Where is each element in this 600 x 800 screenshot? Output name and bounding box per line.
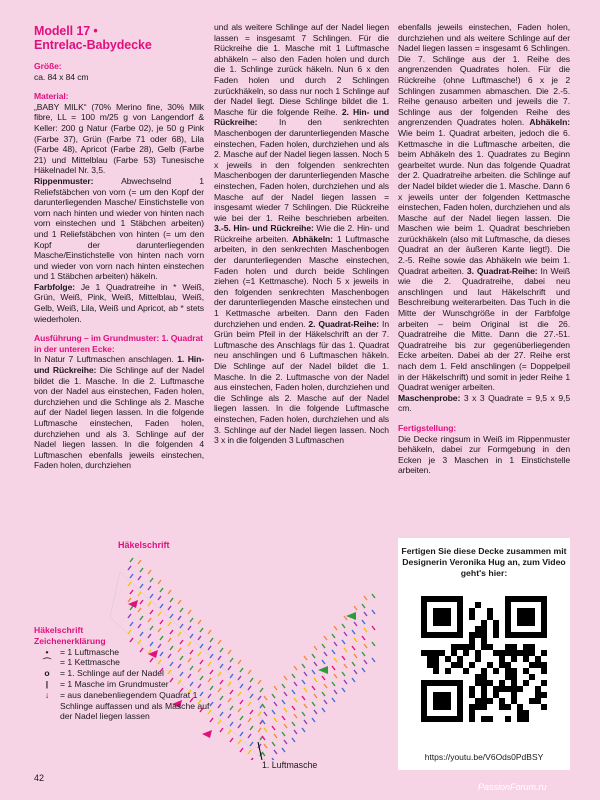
qr-url[interactable]: https://youtu.be/V6Ods0PdBSY — [424, 752, 544, 762]
chart-stitch-mark — [238, 724, 241, 728]
chart-stitch-mark — [302, 680, 305, 684]
chart-stitch-mark — [282, 748, 285, 752]
column-2 — [214, 22, 389, 446]
chart-stitch-mark — [342, 656, 345, 660]
chart-stitch-mark — [148, 586, 151, 590]
chart-stitch-mark — [274, 686, 277, 690]
chart-stitch-mark — [220, 648, 223, 652]
chart-stitch-mark — [250, 758, 253, 760]
chart-stitch-mark — [364, 612, 367, 616]
chart-stitch-mark — [274, 702, 277, 706]
chart-stitch-mark — [228, 666, 231, 670]
chart-stitch-mark — [302, 712, 305, 716]
chart-stitch-mark — [170, 614, 173, 618]
chart-stitch-mark — [218, 704, 221, 708]
chart-stitch-mark — [130, 558, 133, 562]
chart-stitch-mark — [228, 698, 231, 702]
chart-stitch-mark — [250, 678, 253, 682]
chart-stitch-mark — [312, 718, 315, 722]
chart-stitch-mark — [354, 654, 357, 658]
chart-stitch-mark — [292, 674, 295, 678]
chart-stitch-mark — [294, 730, 297, 734]
chart-stitch-mark — [230, 706, 233, 710]
chart-stitch-mark — [352, 646, 355, 650]
chart-stitch-mark — [342, 640, 345, 644]
chart-stitch-mark — [160, 604, 163, 608]
chart-stitch-mark — [314, 678, 317, 682]
chart-stitch-mark — [292, 690, 295, 694]
chart-stitch-mark — [282, 716, 285, 720]
chart-stitch-mark — [128, 614, 131, 618]
chart-stitch-mark — [302, 664, 305, 668]
chart-stitch-mark — [272, 694, 275, 698]
legend-item: o = 1. Schlinge auf der Nadel — [44, 668, 164, 679]
chart-stitch-mark — [332, 682, 335, 686]
chart-stitch-mark — [248, 686, 251, 690]
chart-legend — [34, 625, 214, 722]
chart-stitch-mark — [248, 734, 251, 738]
chart-stitch-mark — [230, 690, 233, 694]
chart-stitch-mark — [292, 738, 295, 742]
chart-stitch-mark — [312, 670, 315, 674]
chart-stitch-mark — [178, 600, 181, 604]
column-3 — [398, 22, 570, 476]
chart-stitch-mark — [302, 728, 305, 732]
chart-stitch-mark — [258, 712, 261, 716]
chart-stitch-mark — [322, 692, 325, 696]
size-heading: Größe: — [34, 61, 62, 71]
chart-stitch-mark — [354, 622, 357, 626]
chart-stitch-mark — [272, 726, 275, 730]
chart-stitch-mark — [304, 656, 307, 660]
chart-stitch-mark — [130, 590, 133, 594]
chart-stitch-mark — [324, 652, 327, 656]
chart-stitch-mark — [364, 628, 367, 632]
chart-stitch-mark — [128, 582, 131, 586]
chart-stitch-mark — [304, 688, 307, 692]
chart-stitch-mark — [250, 726, 253, 730]
chart-stitch-mark — [138, 592, 141, 596]
finish-heading: Fertigstellung: — [398, 422, 457, 433]
chart-stitch-mark — [140, 600, 143, 604]
chart-stitch-mark — [262, 752, 265, 756]
legend-item: ⌒ = 1 Kettmasche — [42, 657, 120, 668]
start-label: 1. Luftmasche — [262, 760, 318, 770]
chart-stitch-mark — [282, 700, 285, 704]
chart-stitch-mark — [228, 650, 231, 654]
chart-stitch-mark — [372, 626, 375, 630]
chart-stitch-mark — [324, 684, 327, 688]
chart-stitch-mark — [248, 670, 251, 674]
finish-text: Die Decke ringsum in Weiß im Rippenmuster behäkeln, dabei zur Formgebung in den Ecken je 3 Maschen in 1 Einstichstelle arbeiten. — [398, 433, 570, 476]
chart-stitch-mark — [248, 702, 251, 706]
chart-stitch-mark — [294, 714, 297, 718]
chart-stitch-mark — [138, 608, 141, 612]
chart-stitch-mark — [302, 696, 305, 700]
chart-stitch-mark — [304, 720, 307, 724]
chart-stitch-mark — [324, 636, 327, 640]
chart-stitch-mark — [304, 672, 307, 676]
chart-stitch-mark — [274, 718, 277, 722]
qr-text: Fertigen Sie diese Decke zusammen mit Designerin Veronika Hug an, zum Video geht's hier: — [401, 546, 567, 578]
chart-stitch-mark — [342, 624, 345, 628]
chart-stitch-mark — [322, 676, 325, 680]
chart-stitch-mark — [230, 722, 233, 726]
chart-stitch-mark — [220, 712, 223, 716]
execution-text: In Natur 7 Luftmaschen anschlagen. 1. Hin- und Rückreihe: Die Schlinge auf der Nadel bildet die 1. Masche. In die 2. Luftmasche von der Nadel aus einstechen, Faden holen, durchziehen und die Schlinge als 2. Masche auf der Nadel liegen lassen. In die folgende Luftmasche einstechen, Faden holen, durchziehen und als 3. Schlinge auf der Nadel liegen lassen. In die folgenden 4 Luftmaschen ebenfalls jeweils einstechen, Faden holen, durchziehen — [34, 354, 204, 471]
chart-stitch-mark — [284, 676, 287, 680]
chart-stitch-mark — [140, 568, 143, 572]
chart-stitch-mark — [322, 660, 325, 664]
chart-stitch-mark — [352, 630, 355, 634]
material-heading: Material: — [34, 91, 69, 102]
chart-stitch-mark — [190, 618, 193, 622]
chart-stitch-mark — [168, 606, 171, 610]
legend-heading: Häkelschrift — [34, 625, 84, 635]
chart-stitch-mark — [238, 676, 241, 680]
chart-stitch-mark — [294, 666, 297, 670]
chart-stitch-mark — [362, 604, 365, 608]
chart-stitch-mark — [284, 724, 287, 728]
chart-stitch-mark — [250, 694, 253, 698]
chart-stitch-mark — [342, 688, 345, 692]
chart-stitch-mark — [334, 674, 337, 678]
size-text: ca. 84 x 84 cm — [34, 71, 89, 82]
chart-stitch-mark — [334, 658, 337, 662]
chart-stitch-mark — [160, 620, 163, 624]
chart-stitch-mark — [150, 578, 153, 582]
chart-stitch-mark — [148, 570, 151, 574]
chart-stitch-mark — [264, 712, 267, 716]
chart-stitch-mark — [362, 668, 365, 672]
chart-stitch-mark — [274, 734, 277, 738]
chart-stitch-mark — [240, 716, 243, 720]
chart-stitch-mark — [334, 642, 337, 646]
chart-stitch-mark — [218, 656, 221, 660]
chart-stitch-mark — [218, 688, 221, 692]
chart-stitch-mark — [294, 698, 297, 702]
chart-stitch-mark — [220, 696, 223, 700]
chart-stitch-mark — [312, 702, 315, 706]
chart-stitch-mark — [238, 660, 241, 664]
chart-stitch-mark — [228, 682, 231, 686]
chart-stitch-mark — [282, 732, 285, 736]
chart-stitch-mark — [160, 588, 163, 592]
chart-stitch-mark — [188, 610, 191, 614]
model-title: Modell 17 • — [34, 24, 98, 38]
chart-stitch-mark — [332, 634, 335, 638]
column-1 — [34, 24, 204, 471]
execution-heading: Ausführung – im Grundmuster: 1. Quadrat in der unteren Ecke: — [34, 333, 203, 354]
chart-stitch-mark — [180, 608, 183, 612]
chart-stitch-mark — [344, 664, 347, 668]
chart-stitch-mark — [314, 710, 317, 714]
chart-stitch-mark — [218, 672, 221, 676]
chart-stitch-mark — [264, 728, 267, 732]
chart-stitch-mark — [364, 596, 367, 600]
chart-stitch-mark — [178, 616, 181, 620]
chart-stitch-mark — [344, 616, 347, 620]
chart-stitch-mark — [230, 738, 233, 742]
chart-stitch-mark — [258, 680, 261, 684]
chart-stitch-mark — [324, 700, 327, 704]
chart-stitch-mark — [170, 598, 173, 602]
legend-item: • = 1 Luftmasche — [45, 646, 119, 657]
chart-stitch-mark — [158, 612, 161, 616]
chart-stitch-mark — [128, 566, 131, 570]
chart-stitch-mark — [130, 574, 133, 578]
chart-stitch-mark — [258, 696, 261, 700]
chart-stitch-mark — [148, 618, 151, 622]
chart-stitch-mark — [332, 650, 335, 654]
chart-stitch-mark — [262, 736, 265, 740]
chart-stitch-mark — [272, 742, 275, 746]
chart-stitch-mark — [138, 576, 141, 580]
chart-stitch-mark — [292, 722, 295, 726]
chart-stitch-mark — [372, 594, 375, 598]
chart-stitch-mark — [158, 580, 161, 584]
chart-stitch-mark — [250, 742, 253, 746]
chart-stitch-mark — [354, 638, 357, 642]
chart-stitch-mark — [354, 606, 357, 610]
chart-stitch-mark — [264, 696, 267, 700]
chart-stitch-mark — [294, 682, 297, 686]
chart-stitch-mark — [150, 594, 153, 598]
chart-stitch-mark — [228, 714, 231, 718]
chart-stitch-mark — [332, 666, 335, 670]
chart-stitch-mark — [260, 688, 263, 692]
chart-stitch-mark — [148, 602, 151, 606]
chart-stitch-mark — [344, 680, 347, 684]
chart-stitch-mark — [344, 632, 347, 636]
chart-stitch-mark — [250, 710, 253, 714]
chart-stitch-mark — [220, 680, 223, 684]
chart-stitch-mark — [314, 662, 317, 666]
chart-stitch-mark — [238, 740, 241, 744]
column-3-text: ebenfalls jeweils einstechen, Faden holen, durchziehen und als weitere Schlinge auf der Nadel liegen lassen = insgesamt 6 Schlingen. Die 7. Schlinge aus der 1. Reihe des angrenzenden Quadrates holen. Für die Rückreihe (ohne Luftmasche!) 6 x je 2 Schlingen zusammen abmaschen. Die 2.-5. Reihe genauso arbeiten und jeweils die 7. Schlinge aus der folgenden Reihe des angrenzenden Quadrates holen. Abhäkeln: Wie beim 1. Quadrat arbeiten, jedoch die 6. Kettmasche in die Luftmasche arbeiten, die beim Abhäkeln des 1. Quadrates zu Beginn gearbeitet wurde. Nun das folgende Quadrat der 2. Quadratreihe arbeiten. die Schlinge auf der Nadel bildet wieder die 1. Masche. Dann 6 x jeweils unter der folgenden Kettmasche einstechen, Faden holen, durchziehen und als Masche auf der Nadel liegen lassen. Die Maschen wie beim 1. Quadrat beschrieben zurückhäkeln (also mit Luftmasche, da dieses Quadrat an der äußeren Kante liegt!). Die 2.-5. Reihe sowie das Abhäkeln wie beim 1. Quadrat arbeiten. 3. Quadrat-Reihe: In Weiß wie die 2. Quadratreihe, dabei neu anschlingen und laut Häkelschrift und Beschreibung weiterarbeiten. Das Tuch in die Mitte der Wunschgröße in der Farbfolge arbeiten – beim Original ist die 26. Quadratreihe die Mitte. Dann die 27.-51. Quadratreihe bis zur gegenüberliegenden Ecke arbeiten. Dabei ab der 27. Reihe erst nach dem 1. Feld anschlingen (= Doppelpeil in der Häkelschrift) und somit in jeder Reihe 1 Quadrat weniger arbeiten. — [398, 22, 570, 393]
legend-subheading: Zeichenerklärung — [34, 635, 106, 646]
chart-stitch-mark — [362, 620, 365, 624]
chart-stitch-mark — [344, 648, 347, 652]
chart-stitch-mark — [140, 616, 143, 620]
chart-stitch-mark — [240, 700, 243, 704]
chart-stitch-mark — [150, 610, 153, 614]
chart-stitch-mark — [128, 598, 131, 602]
chart-stitch-mark — [372, 658, 375, 662]
chart-stitch-mark — [364, 660, 367, 664]
color-sequence: Farbfolge: Je 1 Quadratreihe in * Weiß, Grün, Weiß, Pink, Weiß, Mittelblau, Weiß, Gelb, Weiß, Lila, Weiß und Apricot, ab * stets wiederholen. — [34, 281, 204, 324]
chart-stitch-mark — [240, 748, 243, 752]
chart-stitch-mark — [220, 728, 223, 732]
rib-pattern: Rippenmuster: Abwechselnd 1 Reliefstäbchen von vorn (= um den Kopf der darunterliegenden Masche/ Einstichstelle von vorn nach hinten und wieder von hinten nach vorn einstechen und 1 Stäbchen arbeiten) und 1 Reliefstäbchen von hinten (= um den Kopf der darunterliegenden Masche/Einstichstelle von hinten nach vorn und wieder von vorn nach hinten einstechen und 1 Stäbchen arbeiten) häkeln. — [34, 175, 204, 282]
chart-stitch-mark — [352, 662, 355, 666]
chart-stitch-mark — [342, 672, 345, 676]
legend-item: | = 1 Masche im Grundmuster — [45, 678, 169, 689]
chart-stitch-mark — [248, 718, 251, 722]
chart-stitch-mark — [372, 610, 375, 614]
footer-brand: PassionForum.ru — [478, 782, 547, 792]
chart-stitch-mark — [264, 744, 267, 748]
chart-stitch-mark — [322, 708, 325, 712]
legend-item: ↓ = aus danebenliegendem Quadrat 1 Schlinge auffassen und als Masche auf der Nadel liegen lassen — [44, 689, 210, 722]
chart-stitch-mark — [262, 720, 265, 724]
chart-stitch-mark — [332, 698, 335, 702]
green-arrow-icons — [318, 612, 356, 674]
chart-stitch-mark — [372, 642, 375, 646]
chart-stitch-mark — [198, 620, 201, 624]
chart-stitch-mark — [262, 704, 265, 708]
chart-stitch-mark — [334, 690, 337, 694]
chart-stitch-mark — [304, 704, 307, 708]
model-subtitle: Entrelac-Babydecke — [34, 38, 152, 52]
chart-stitch-mark — [282, 684, 285, 688]
chart-stitch-mark — [168, 590, 171, 594]
chart-stitch-mark — [140, 584, 143, 588]
chart-stitch-mark — [130, 606, 133, 610]
chart-stitch-mark — [238, 708, 241, 712]
chart-stitch-mark — [284, 708, 287, 712]
chart-stitch-mark — [314, 646, 317, 650]
chart-stitch-mark — [322, 644, 325, 648]
chart-stitch-mark — [364, 644, 367, 648]
chart-stitch-mark — [312, 654, 315, 658]
chart-stitch-mark — [292, 706, 295, 710]
material-text: „BABY MILK“ (70% Merino fine, 30% Milk fibre, LL = 100 m/25 g von Langendorf & Keller: 200 g Natur (Farbe 02), je 50 g Pink (Farbe 37), Grün (Farbe 71 oder 68), Lila (Farbe 48), Apricot (Farbe 28), Gelb (Farbe 21) und Mittelblau (Farbe 53) Tunesische Häkelnadel Nr. 3,5. — [34, 101, 204, 176]
chart-stitch-mark — [284, 740, 287, 744]
chart-stitch-mark — [284, 692, 287, 696]
chart-stitch-mark — [248, 750, 251, 754]
chart-stitch-mark — [240, 732, 243, 736]
chart-stitch-mark — [218, 720, 221, 724]
chart-stitch-mark — [274, 750, 277, 754]
chart-stitch-mark — [218, 640, 221, 644]
chart-stitch-mark — [352, 678, 355, 682]
chart-stitch-mark — [362, 652, 365, 656]
chart-stitch-mark — [334, 626, 337, 630]
gauge: Maschenprobe: 3 x 3 Quadrate = 9,5 x 9,5 cm. — [398, 392, 570, 414]
chart-stitch-mark — [312, 686, 315, 690]
chart-stitch-mark — [230, 658, 233, 662]
chart-stitch-mark — [272, 710, 275, 714]
page-number: 42 — [34, 773, 45, 783]
chart-stitch-mark — [238, 692, 241, 696]
chart-stitch-mark — [258, 728, 261, 732]
qr-code-icon[interactable] — [421, 596, 547, 722]
chart-stitch-mark — [354, 670, 357, 674]
column-2-text: und als weitere Schlinge auf der Nadel liegen lassen = insgesamt 7 Schlingen. Für die Rückreihe die 1. Masche mit 1 Luftmasche abhäkeln – also den Faden holen und durch die 1. Schlinge zurück häkeln. Nun 6 x den Faden holen und durch 2 Schlingen zurückhäkeln, so dass nur noch 1 Schlinge auf der Nadel liegt. Diese Schlinge bildet die 1. Masche für die folgende Reihe. 2. Hin- und Rückreihe: In den senkrechten Maschenbogen der darunterliegenden Masche einstechen, Faden holen, durchziehen und als 2. Masche auf der Nadel liegen lassen. Noch 5 x jeweils in den folgenden senkrechten Maschenbogen der darunterliegenden Masche einstechen, Faden holen, durchziehen und als Masche auf der Nadel liegen lassen = insgesamt wieder 7 Schlingen. Die Rückreihe wie bei der 1. Reihe beschrieben arbeiten. 3.-5. Hin- und Rückreihe: Wie die 2. Hin- und Rückreihe arbeiten. Abhäkeln: 1 Luftmasche arbeiten, in den senkrechten Maschenbogen der darunterliegenden Masche einstechen, Faden holen und durch beide Schlingen ziehen (=1 Kettmasche). Noch 5 x jeweils in den folgenden senkrechten Maschenbogen der darunterliegenden Masche einstechen und 1 Kettmasche arbeiten. Dann den Faden durchziehen und enden. 2. Quadrat-Reihe: In Grün beim Pfeil in der Häkelschrift an der 7. Luftmasche des Anschlags für das 1. Quadrat neu anschlingen und 6 Luftmaschen häkeln. Die Schlinge auf der Nadel bildet die 1. Masche. In die 2. Luftmasche von der Nadel aus einstechen, Faden holen, durchziehen und die Schlinge als 2. Masche auf der Nadel liegen lassen. In die folgende Luftmasche einstechen, Faden holen, durchziehen und als 3. Schlinge auf der Nadel liegen lassen. Noch 3 x in die folgenden 3 Luftmaschen — [214, 22, 389, 446]
qr-box — [398, 538, 570, 770]
chart-title: Häkelschrift — [118, 540, 170, 550]
chart-stitch-mark — [228, 730, 231, 734]
chart-stitch-mark — [158, 596, 161, 600]
chart-stitch-mark — [314, 694, 317, 698]
chart-stitch-mark — [240, 668, 243, 672]
chart-stitch-mark — [362, 636, 365, 640]
chart-stitch-mark — [138, 560, 141, 564]
